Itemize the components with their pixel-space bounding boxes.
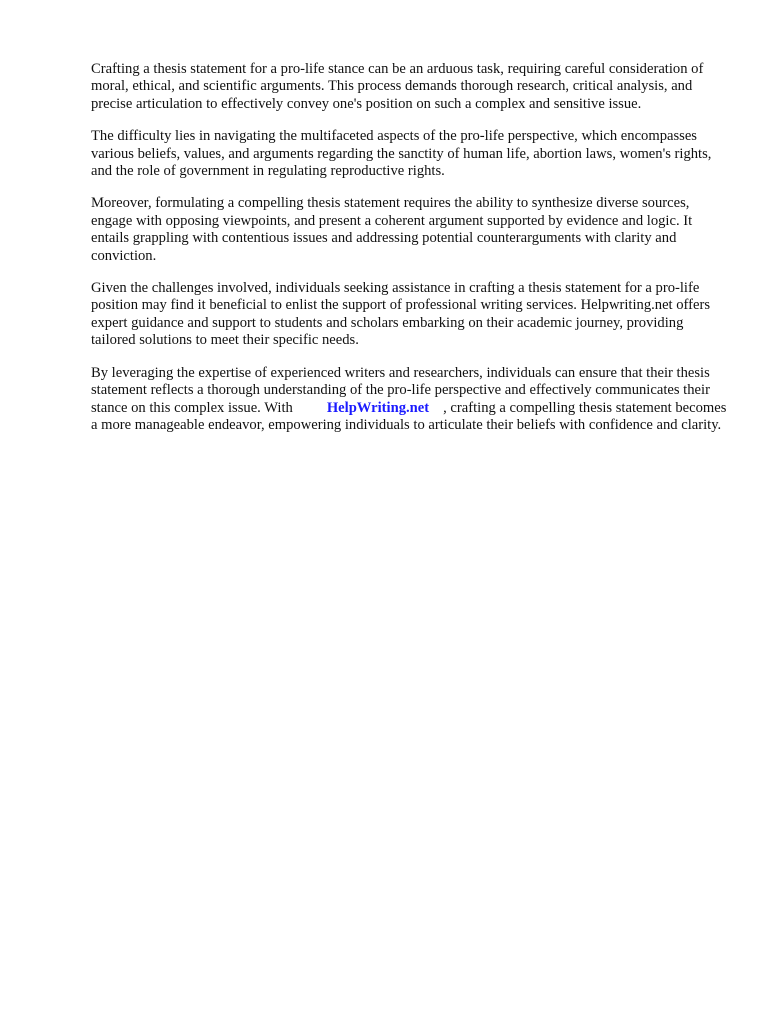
paragraph-conclusion [91,365,731,435]
document-body [91,61,731,449]
helpwriting-link[interactable]: HelpWriting.net [326,399,430,416]
conclusion-text-before-link: By leveraging the expertise of experienced writers and researchers, individuals can ensure that their thesis statement reflects a thorough understanding of the pro-life perspective and effectively communicates their stance on this complex issue. With [91,364,710,416]
paragraph-difficulty: The difficulty lies in navigating the multifaceted aspects of the pro-life perspective, which encompasses various beliefs, values, and arguments regarding the sanctity of human life, abortion laws, women's rights, and the role of government in regulating reproductive rights. [91,128,712,180]
paragraph-challenges: Given the challenges involved, individuals seeking assistance in crafting a thesis statement for a pro-life position may find it beneficial to enlist the support of professional writing services. Helpwriting.net offers expert guidance and support to students and scholars embarking on their academic journey, providing tailored solutions to meet their specific needs. [91,280,711,349]
conclusion-text-after-link: , crafting a compelling thesis statement becomes a more manageable endeavor, empowering individuals to articulate their beliefs with confidence and clarity. [91,399,727,433]
paragraph-intro: Crafting a thesis statement for a pro-life stance can be an arduous task, requiring careful consideration of moral, ethical, and scientific arguments. This process demands thorough research, critical analysis, and precise articulation to effectively convey one's position on such a complex and sensitive issue. [91,61,704,112]
paragraph-moreover: Moreover, formulating a compelling thesis statement requires the ability to synthesize diverse sources, engage with opposing viewpoints, and present a coherent argument supported by evidence and logic. It entails grappling with contentious issues and addressing potential counterarguments with clarity and conviction. [91,195,693,264]
